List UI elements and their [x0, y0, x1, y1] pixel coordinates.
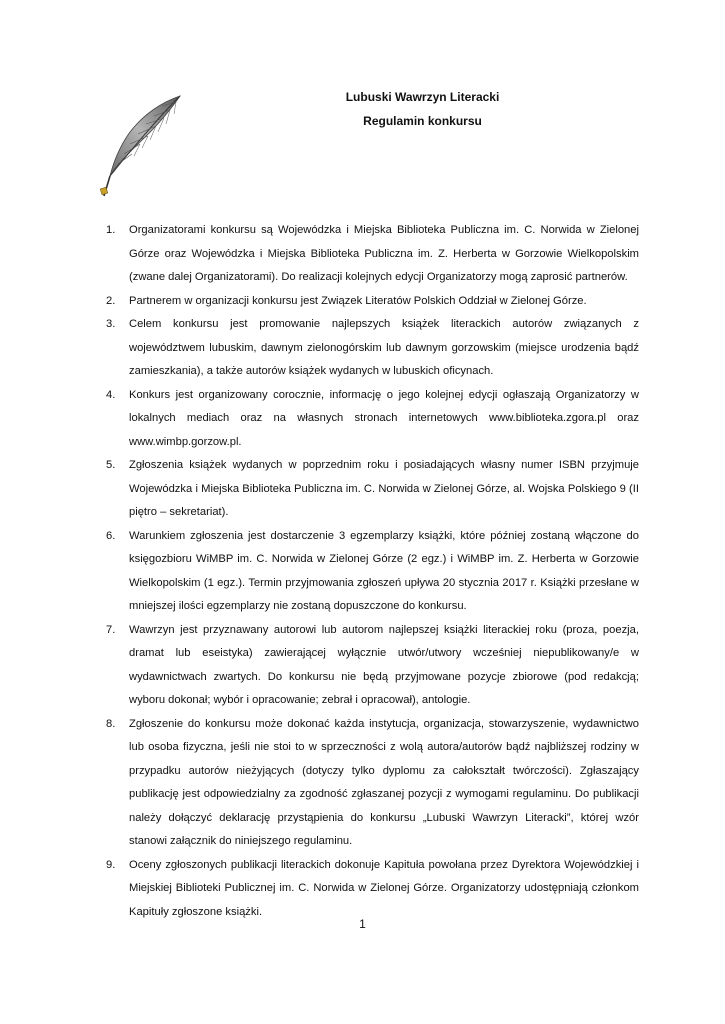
rule-number: 2. — [106, 294, 116, 307]
rule-item-6 — [106, 525, 639, 619]
rule-item-1 — [106, 219, 639, 290]
rule-text: Zgłoszenia książek wydanych w poprzednim roku i posiadających własny numer ISBN przyjmuje Wojewódzka i Miejska Biblioteka Publiczna im. C. Norwida w Zielonej Górze, al. Wojska Polskiego 9 (II piętro – sekretariat). — [129, 459, 639, 518]
document-title: Lubuski Wawrzyn Literacki — [345, 90, 500, 104]
rule-text: Konkurs jest organizowany corocznie, informację o jego kolejnej edycji ogłaszają Organizatorzy w lokalnych mediach oraz na własnych stronach internetowych www.biblioteka.zgora.pl oraz www.wimbp.gorzow.pl. — [129, 388, 639, 448]
rule-text: Wawrzyn jest przyznawany autorowi lub autorom najlepszej książki literackiej roku (proza, poezja, dramat lub eseistyka) zawierającej wyłącznie utwór/utwory wcześniej niepublikowany/e w wydawnictwach zwartych. Do konkursu nie będą przyjmowane pozycje zbiorowe (pod redakcją; wyboru dokonał; wybór i opracowanie; zebrał i opracował), antologie. — [129, 623, 639, 706]
rule-number: 6. — [106, 529, 116, 542]
rule-text: Celem konkursu jest promowanie najlepszych książek literackich autorów związanych z województwem lubuskim, dawnym zielonogórskim lub dawnym gorzowskim (miejsce urodzenia bądź zamieszkania), a także autorów książek wydanych w lubuskich oficynach. — [129, 318, 639, 377]
rule-item-7 — [106, 619, 639, 713]
rule-item-9 — [106, 854, 639, 925]
rule-number: 1. — [106, 224, 116, 236]
rule-item-4 — [106, 384, 639, 455]
rule-number: 8. — [106, 717, 116, 730]
rule-text: Warunkiem zgłoszenia jest dostarczenie 3 egzemplarzy książki, które później zostaną włączone do księgozbioru WiMBP im. C. Norwida w Zielonej Górze (2 egz.) i WiMBP im. Z. Herberta w Gorzowie Wielkopolskim (1 egz.). Termin przyjmowania zgłoszeń upływa 20 stycznia 2017 r. Książki przesłane w mniejszej ilości egzemplarzy nie zostaną dopuszczone do konkursu. — [129, 529, 639, 612]
rule-number: 3. — [106, 318, 116, 330]
document-subtitle: Regulamin konkursu — [363, 114, 482, 128]
rules-list — [106, 219, 639, 924]
rule-item-8 — [106, 713, 639, 854]
rule-number: 5. — [106, 459, 116, 471]
rule-item-2 — [106, 290, 639, 314]
rule-item-3 — [106, 313, 639, 384]
rule-number: 7. — [106, 623, 116, 636]
rule-text: Partnerem w organizacji konkursu jest Związek Literatów Polskich Oddział w Zielonej Górze. — [129, 294, 587, 307]
page-number: 1 — [359, 917, 366, 931]
rule-number: 9. — [106, 858, 116, 871]
rule-number: 4. — [106, 388, 116, 401]
rule-text: Oceny zgłoszonych publikacji literackich dokonuje Kapituła powołana przez Dyrektora Wojewódzkiej i Miejskiej Biblioteki Publicznej im. C. Norwida w Zielonej Górze. Organizatorzy udostępniają członkom Kapituły zgłoszone książki. — [129, 858, 639, 918]
rule-text: Zgłoszenie do konkursu może dokonać każda instytucja, organizacja, stowarzyszenie, wydawnictwo lub osoba fizyczna, jeśli nie stoi to w sprzeczności z wolą autora/autorów bądź najbliższej rodziny w przypadku autorów nieżyjących (dotyczy tylko dyplomu za całokształt twórczości). Zgłaszający publikację jest odpowiedzialny za zgodność zgłaszanej pozycji z wymogami regulaminu. Do publikacji należy dołączyć deklarację przystąpienia do konkursu „Lubuski Wawrzyn Literacki”, której wzór stanowi załącznik do niniejszego regulaminu. — [129, 717, 639, 847]
document-header — [0, 85, 725, 133]
rule-text: Organizatorami konkursu są Wojewódzka i Miejska Biblioteka Publiczna im. C. Norwida w Zielonej Górze oraz Wojewódzka i Miejska Biblioteka Publiczna im. Z. Herberta w Gorzowie Wielkopolskim (zwane dalej Organizatorami). Do realizacji kolejnych edycji Organizatorzy mogą zaprosić partnerów. — [129, 224, 639, 283]
rule-item-5 — [106, 454, 639, 525]
